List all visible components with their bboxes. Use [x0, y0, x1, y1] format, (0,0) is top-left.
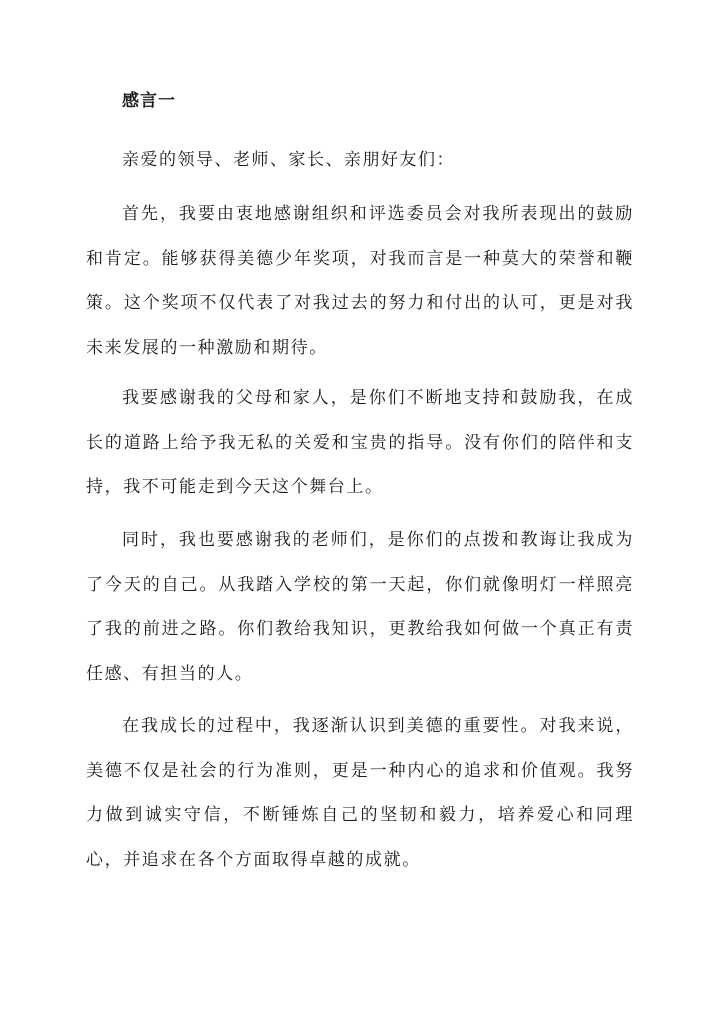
document-heading: 感言一	[122, 91, 176, 111]
paragraph-thanks-parents: 我要感谢我的父母和家人，是你们不断地支持和鼓励我，在成长的道路上给予我无私的关爱和宝贵的指导。没有你们的陪伴和支持，我不可能走到今天这个舞台上。	[86, 388, 634, 497]
paragraph-gratitude-committee: 首先，我要由衷地感谢组织和评选委员会对我所表现出的鼓励和肯定。能够获得美德少年奖项，对我而言是一种莫大的荣誉和鞭策。这个奖项不仅代表了对我过去的努力和付出的认可，更是对我未来发展的一种激励和期待。	[86, 204, 634, 358]
paragraph-virtue: 在我成长的过程中，我逐渐认识到美德的重要性。对我来说，美德不仅是社会的行为准则，更是一种内心的追求和价值观。我努力做到诚实守信，不断锤炼自己的坚韧和毅力，培养爱心和同理心，并追求在各个方面取得卓越的成就。	[86, 716, 634, 870]
salutation: 亲爱的领导、老师、家长、亲朋好友们：	[122, 150, 455, 170]
paragraph-thanks-teachers: 同时，我也要感谢我的老师们，是你们的点拨和教诲让我成为了今天的自己。从我踏入学校的第一天起，你们就像明灯一样照亮了我的前进之路。你们教给我知识，更教给我如何做一个真正有责任感、有担当的人。	[86, 530, 634, 684]
